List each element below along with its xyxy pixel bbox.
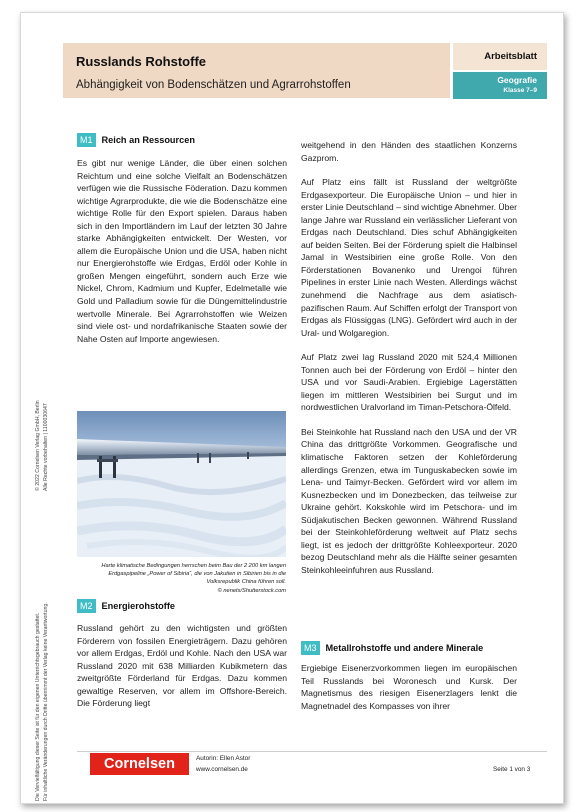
- worksheet-label: Arbeitsblatt: [453, 43, 547, 70]
- paragraph: Ergiebige Eisenerzvorkommen liegen im europäischen Teil Russlands bei Woronesch und Kursk. Der Magnetismus des riesigen Eisenerzlagers lenkt die Magnetnadel des Kompasses von ihrer: [301, 663, 517, 711]
- copyright-line: Die Vervielfältigung dieser Seite ist für den eigenen Unterrichtsgebrauch gestattet.: [35, 612, 41, 801]
- pipeline-photo: [77, 411, 286, 557]
- worksheet-page: [20, 12, 564, 804]
- section-m1-text: [77, 157, 287, 345]
- section-badge: M1: [77, 133, 96, 147]
- section-m3-text: [301, 662, 517, 712]
- caption-text: Harte klimatische Bedingungen herrschen beim Bau der 2 200 km langen Erdgaspipeline „Power of Sibiria“, die von Jakutien in Sibirien bis in die Volksrepublik China führen soll.: [101, 563, 286, 586]
- cornelsen-logo: Cornelsen: [90, 753, 189, 775]
- author-line: Autorin: Ellen Astor: [196, 755, 251, 762]
- copyright-line: Für inhaltliche Veränderungen durch Dritte übernimmt der Verlag keine Verantwortung.: [43, 602, 49, 801]
- page-subtitle: Abhängigkeit von Bodenschätzen und Agrarrohstoffen: [76, 79, 351, 91]
- subject-label: Geografie: [497, 75, 537, 85]
- paragraph: Es gibt nur wenige Länder, die über einen solchen Reichtum und eine solche Vielfalt an Bodenschätzen verfügen wie die Russische Föderation. Dazu kommen wichtige Agrarprodukte, die wie die Bodenschätze eine wichtige Rolle für den Export spielen. Daraus haben sich in den Importländern im Lauf der letzten 30 Jahre starke Abhängigkeiten entwickelt. Der Westen, vor allem die Europäische Union und die USA, haben nicht nur Energierohstoffe wie Erdgas, Erdöl oder Kohle in großen Mengen eingeführt, sondern auch Erze wie Nickel, Chrom, Kadmium und Kupfer, Edelmetalle wie Gold und Palladium sowie für die Düngemittelindustrie wertvolle Minerale. Bei Agrarrohstoffen wie Weizen sind viele ost- und nordafrikanische Staaten sowie der Nahe Osten auf Importe angewiesen.: [77, 158, 287, 344]
- title-banner: [63, 43, 450, 98]
- footer-divider: [77, 751, 547, 752]
- page-number: Seite 1 von 3: [493, 766, 531, 773]
- photo-caption: [77, 562, 286, 595]
- section-badge: M3: [301, 641, 320, 655]
- copyright-line: Alle Rechte vorbehalten | 1100030647: [43, 403, 49, 491]
- paragraph: Bei Steinkohle hat Russland nach den USA und der VR China das drittgrößte Vorkommen. Geografische und klimatische Faktoren setzen der Kohleförderung allerdings Grenzen, etwa im Tunguskabecken sowie im Lena- und Taimyr-Becken. Gefördert wird vor allem im Kusnezbecken und im Donezbecken, das teilweise zur Ukraine gehört. Kokskohle wird im Petschora- und im Südjakutischen Becken gewonnen. Während Russland bei der Steinkohleförderung weltweit auf Platz sechs liegt, ist es jedoch der drittgrößte Kohleexporteur. 2020 bezog Deutschland mehr als die Hälfte seiner gesamten Steinkohleeinfuhren aus Russland.: [301, 426, 517, 575]
- paragraph: Auf Platz zwei lag Russland 2020 mit 524,4 Millionen Tonnen auch bei der Förderung von Erdöl – hinter den USA und vor Saudi-Arabien. Ergiebige Lagerstätten liegen im mittleren Westsibirien bei Surgut und im nordwestlichen Uralvorland im Timan-Petschora-Ölfeld.: [301, 352, 517, 413]
- section-title: Metallrohstoffe und andere Minerale: [325, 643, 484, 653]
- pipeline-illustration: [77, 411, 286, 557]
- section-heading-m2: [77, 599, 175, 613]
- section-heading-m1: [77, 133, 195, 147]
- page-title: Russlands Rohstoffe: [76, 54, 207, 69]
- paragraph: Auf Platz eins fällt ist Russland der weltgrößte Erdgasexporteur. Die Europäische Union – und hier in erster Linie Deutschland – sind wichtige Abnehmer. Über lange Jahre war Russland ein verlässlicher Lieferant von Erdgas nach Deutschland. Dies schuf Abhängigkeiten auf beiden Seiten. Bei der Förderung spielt die Halbinsel Jamal in Westsibirien eine große Rolle. Von den Förderstationen Bovanenko und Urengoi führen Pipelines in erster Linie nach Westen. Allerdings wächst zunehmend die Nachfrage aus dem asiatisch-pazifischen Raum. Auf Schiffen erfolgt der Transport von Erdgas als Flüssiggas (LNG). Gefördert wird auch in der Ural- und Wolgaregion.: [301, 177, 517, 338]
- grade-label: Klasse 7–9: [503, 87, 537, 94]
- subject-badge: [453, 72, 547, 99]
- photo-credit: © nenets/Shutterstock.com: [217, 587, 286, 594]
- section-m2-text: [77, 622, 287, 710]
- copyright-line: © 2022 Cornelsen Verlag GmbH, Berlin: [35, 400, 41, 491]
- website-link[interactable]: www.cornelsen.de: [196, 766, 248, 773]
- section-heading-m3: [301, 641, 483, 655]
- copyright-sidebar: [23, 13, 63, 803]
- section-title: Reich an Ressourcen: [101, 135, 195, 145]
- paragraph: Russland gehört zu den wichtigsten und größten Förderern von fossilen Energieträgern. Dazu gehören vor allem Erdgas, Erdöl und Kohle. Nach den USA war Russland 2020 mit 638 Milliarden Kubikmetern das zweitgrößte Förderland für Erdgas. Dazu kommen gewaltige Reserven, vor allem im Offshore-Bereich. Die Förderung liegt: [77, 623, 287, 709]
- right-column-text: [301, 139, 517, 577]
- paragraph: weitgehend in den Händen des staatlichen Konzerns Gazprom.: [301, 140, 517, 163]
- section-badge: M2: [77, 599, 96, 613]
- section-title: Energierohstoffe: [101, 601, 176, 611]
